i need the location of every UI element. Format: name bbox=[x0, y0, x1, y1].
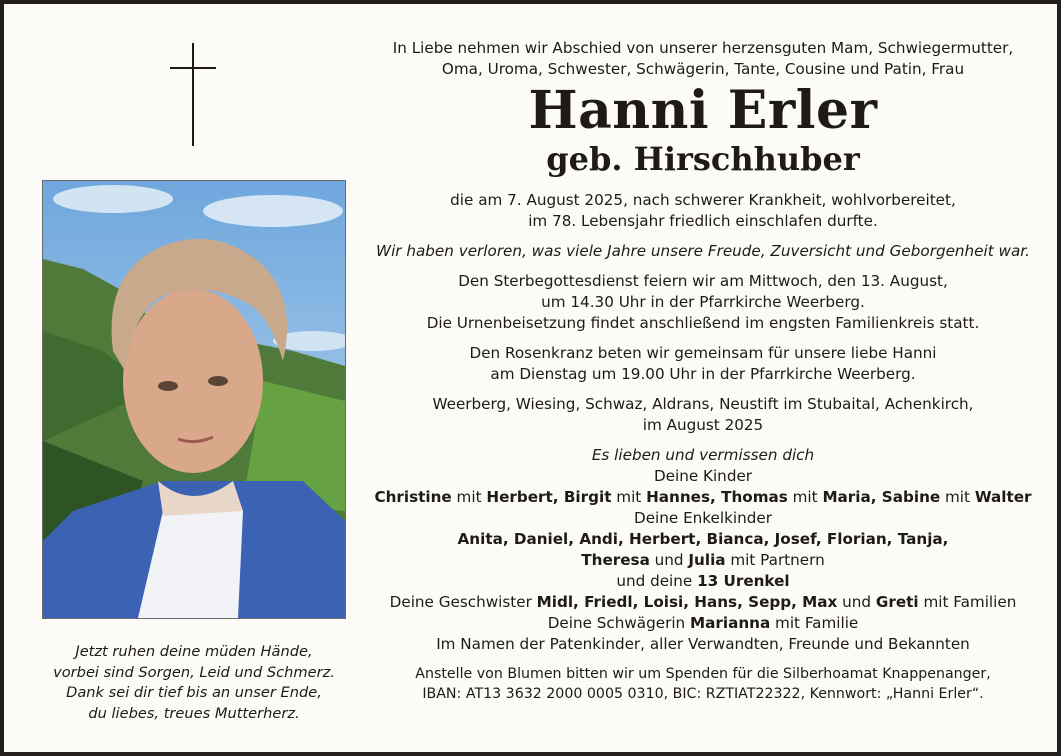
donation-line: IBAN: AT13 3632 2000 0005 0310, BIC: RZTIAT22322, Kennwort: „Hanni Erler“. bbox=[422, 686, 984, 702]
poem-line: Dank sei dir tief bis an unser Ende, bbox=[66, 684, 322, 701]
birth-name: geb. Hirschhuber bbox=[546, 140, 860, 178]
poem-line: vorbei sind Sorgen, Leid und Schmerz. bbox=[53, 663, 335, 681]
quote: Wir haben verloren, was viele Jahre unsere Freude, Zuversicht und Geborgenheit war. bbox=[376, 242, 1030, 260]
grandchildren-label: Deine Enkelkinder bbox=[634, 509, 772, 527]
place-date-line: Weerberg, Wiesing, Schwaz, Aldrans, Neustift im Stubaital, Achenkirch, bbox=[432, 395, 974, 413]
funeral-line: Die Urnenbeisetzung findet anschließend im engsten Familienkreis statt. bbox=[426, 314, 980, 332]
main-text-column bbox=[366, 38, 1040, 704]
death-text-line: die am 7. August 2025, nach schwerer Krankheit, wohlvorbereitet, bbox=[450, 191, 956, 209]
rosary-line: Den Rosenkranz beten wir gemeinsam für unsere liebe Hanni bbox=[469, 344, 937, 362]
death-text-line: im 78. Lebensjahr friedlich einschlafen durfte. bbox=[528, 212, 878, 230]
poem bbox=[24, 642, 364, 724]
children-label: Deine Kinder bbox=[653, 467, 753, 485]
children-names: Christine mit Herbert, Birgit mit Hannes, Thomas mit Maria, Sabine mit Walter bbox=[374, 488, 1032, 506]
rosary-line: am Dienstag um 19.00 Uhr in der Pfarrkirche Weerberg. bbox=[490, 365, 916, 383]
funeral-line: Den Sterbegottesdienst feiern wir am Mittwoch, den 13. August, bbox=[458, 272, 948, 290]
siblings: Deine Geschwister Midl, Friedl, Loisi, Hans, Sepp, Max und Greti mit Familien bbox=[389, 593, 1017, 611]
funeral-line: um 14.30 Uhr in der Pfarrkirche Weerberg. bbox=[541, 293, 865, 311]
donation-line: Anstelle von Blumen bitten wir um Spenden für die Silberhoamat Knappenanger, bbox=[415, 666, 991, 682]
portrait-photo bbox=[42, 180, 346, 619]
grandchildren-names: Anita, Daniel, Andi, Herbert, Bianca, Josef, Florian, Tanja, bbox=[457, 530, 949, 548]
place-date-line: im August 2025 bbox=[642, 416, 764, 434]
sister-in-law: Deine Schwägerin Marianna mit Familie bbox=[547, 614, 859, 632]
poem-line: Jetzt ruhen deine müden Hände, bbox=[75, 643, 313, 660]
grandchildren-names-2: Theresa und Julia mit Partnern bbox=[581, 551, 825, 569]
intro-line: Oma, Uroma, Schwester, Schwägerin, Tante, Cousine und Patin, Frau bbox=[441, 60, 965, 78]
great-grandchildren: und deine 13 Urenkel bbox=[616, 572, 790, 590]
intro-line: In Liebe nehmen wir Abschied von unserer herzensguten Mam, Schwiegermutter, bbox=[392, 39, 1014, 57]
mourners-heading: Es lieben und vermissen dich bbox=[591, 446, 815, 464]
deceased-name: Hanni Erler bbox=[528, 80, 878, 141]
poem-line: du liebes, treues Mutterherz. bbox=[88, 704, 300, 722]
others: Im Namen der Patenkinder, aller Verwandten, Freunde und Bekannten bbox=[436, 635, 970, 653]
